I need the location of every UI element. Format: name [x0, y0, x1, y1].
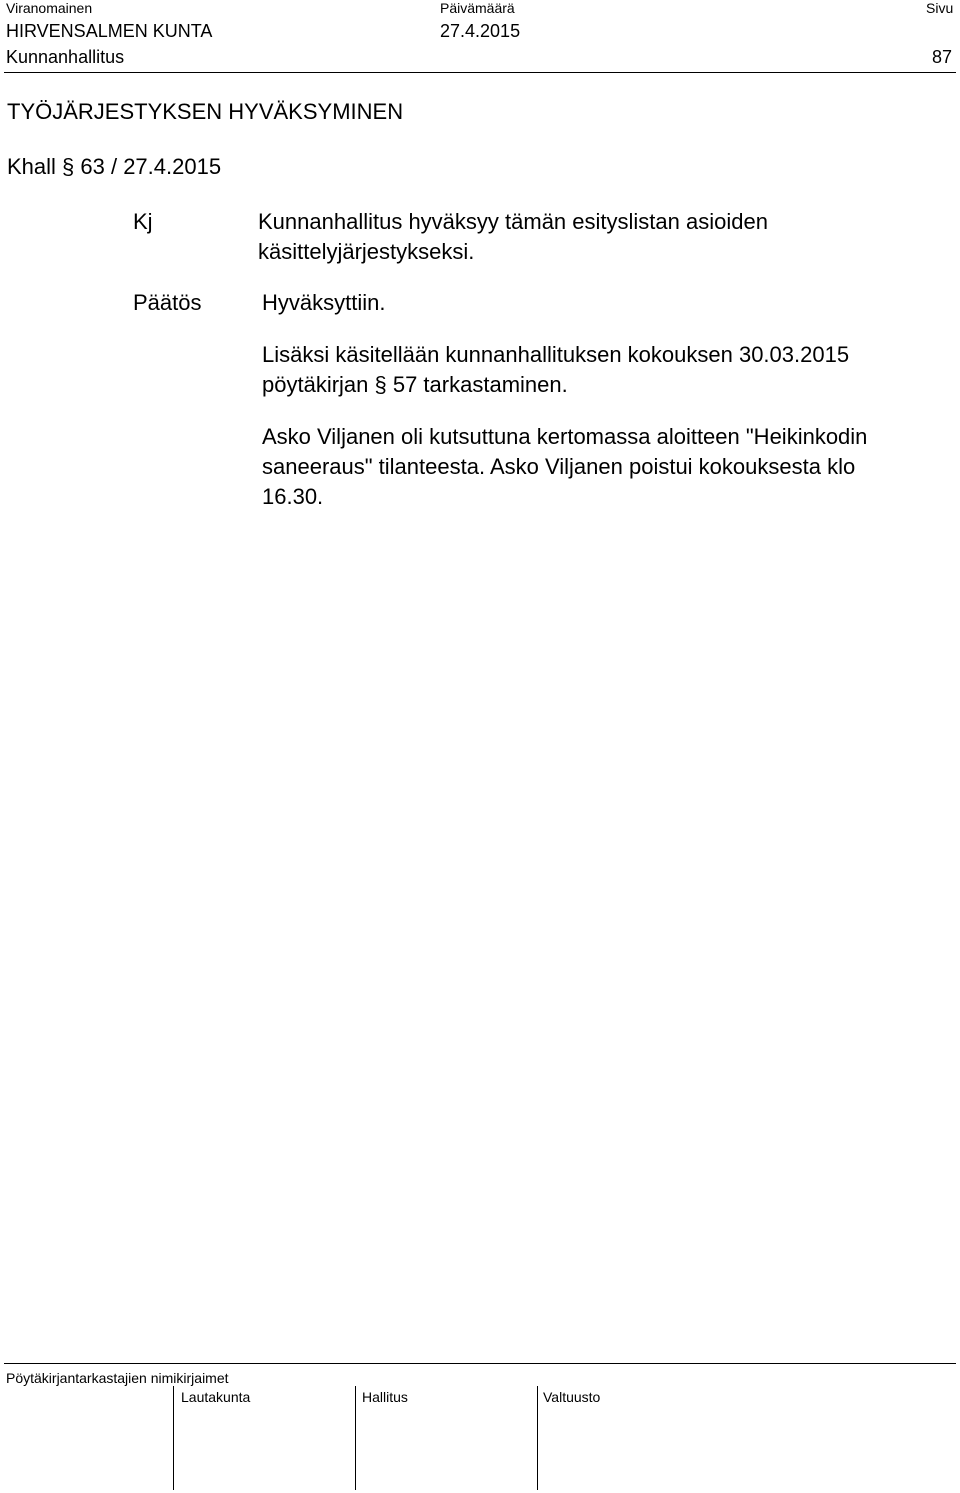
decision-paragraph-3: Asko Viljanen oli kutsuttuna kertomassa aloitteen "Heikinkodin saneeraus" tilanteesta. Asko Viljanen poistui kokouksesta klo 16.30.	[262, 424, 868, 509]
header-organization: HIRVENSALMEN KUNTA	[6, 21, 213, 41]
header-label-authority: Viranomainen	[6, 0, 93, 16]
header-label-date: Päivämäärä	[440, 0, 515, 16]
footer-column-board: Lautakunta	[181, 1389, 251, 1405]
header-date: 27.4.2015	[440, 21, 521, 41]
footer-column-council: Valtuusto	[543, 1389, 601, 1405]
header-body: Kunnanhallitus	[6, 47, 125, 67]
footer-column-divider-1	[173, 1386, 174, 1490]
header-page-number: 87	[932, 47, 953, 67]
decision-paragraph-1: Hyväksyttiin.	[262, 290, 386, 315]
proposal-text: Kunnanhallitus hyväksyy tämän esityslistan asioiden käsittelyjärjestykseksi.	[258, 209, 768, 264]
footer-title: Pöytäkirjantarkastajien nimikirjaimet	[6, 1370, 229, 1386]
proposal-label: Kj	[133, 209, 153, 234]
decision-label: Päätös	[133, 290, 202, 315]
footer-column-government: Hallitus	[362, 1389, 408, 1405]
section-title: TYÖJÄRJESTYKSEN HYVÄKSYMINEN	[7, 99, 404, 124]
footer-column-divider-2	[355, 1386, 356, 1490]
header-label-page: Sivu	[926, 0, 954, 16]
decision-paragraph-2: Lisäksi käsitellään kunnanhallituksen kokouksen 30.03.2015 pöytäkirjan § 57 tarkastaminen.	[262, 342, 850, 397]
footer-column-divider-3	[537, 1386, 538, 1490]
section-reference: Khall § 63 / 27.4.2015	[7, 154, 222, 179]
header-divider	[4, 72, 956, 73]
footer-divider	[4, 1363, 956, 1364]
